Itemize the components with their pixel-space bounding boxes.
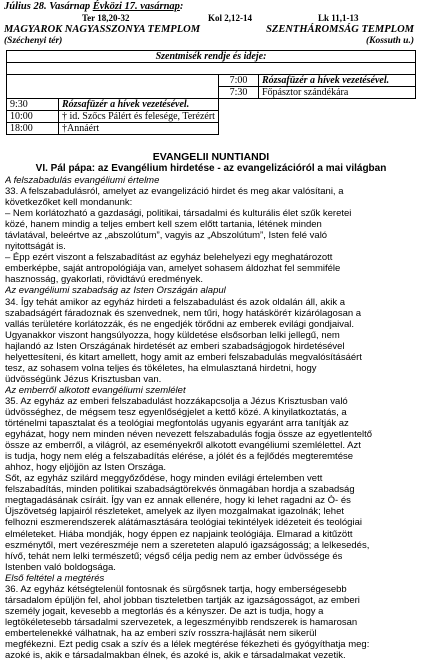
article-line: vallás területére korlátozzák, és ne engedjék törődni az emberek evilági gondjaival. [5, 318, 355, 330]
article-line: össze az emberről, a világról, az eseményekről alkotott evangéliumi szemlélettel. Azt [5, 440, 361, 452]
bulletin-date-line [4, 1, 183, 12]
readings-line [0, 13, 422, 24]
sunday-name: Évközi 17. vasárnap [92, 1, 180, 12]
left-text-1: Rózsafüzér a hívek vezetésével. [59, 99, 219, 111]
article-line: egyházat, hogy nem minden néven nevezett felszabadulás fogja össze az egyetlenteltő [5, 429, 373, 441]
schedule-spacer-row [7, 63, 416, 75]
article-line: emberképbe, saját antropológiája van, amelyet sohasem áldozhat fel semmiféle [5, 263, 341, 275]
right-time-2: 7:30 [218, 87, 258, 99]
article-line: üdvösségünk Jézus Krisztusban van. [5, 373, 162, 385]
article-line: üdvösséghez, de mégsem tesz egyenlőségjelet a kettő közé. A kinyilatkoztatás, a [5, 406, 347, 418]
article-line: 36. Az egyház kétségtelenül fontosnak és sürgősnek tartja, hogy emberségesebb [5, 583, 347, 595]
date-prefix: Július 28. Vasárnap [4, 1, 91, 12]
article-line: társadalom épüljön fel, ahol jobban tiszteletben tartják az igazságosságot, az emberi [5, 594, 360, 606]
article-line: megtagadásának csíráit. Így van ez annak ellenére, hogy ki lehet ragadni az Ó- és [5, 495, 351, 507]
article-line: közé, hanem mindig a teljes embert kell szem előtt tartania, létének minden [5, 219, 322, 231]
article-line: 35. Az egyház az emberi felszabadulást hozzákapcsolja a Jézus Krisztusban való [5, 395, 348, 407]
place-left: (Széchenyi tér) [4, 36, 63, 46]
first-reading: Ter 18,20-32 [82, 13, 130, 23]
left-time-1: 9:30 [7, 99, 59, 111]
article-line: – Épp ezért viszont a felszabadítást az egyház belehelyezi egy meghatározott [5, 252, 333, 264]
article-line: ahhoz, hogy eljöjjön az Isten Országa. [5, 462, 167, 474]
article-line: elméleteket. Hiába mondják, hogy éppen ez napjaink teológiája. Elmarad a kitűzött [5, 528, 353, 540]
article-line: történelmi tapasztalat és a teológiai megfontolás ugyanis egyaránt arra tanítják az [5, 418, 349, 430]
church-left: MAGYAROK NAGYASSZONYA TEMPLOM [4, 24, 201, 35]
article-line: Istenben való boldogsága. [5, 561, 116, 573]
article-line: távlatával, beleértve az „abszolútum”, vagyis az „Abszolútum”, Isten felé való [5, 230, 328, 242]
article-line: személy jogait, kevesebb a megtorlás és a kényszer. De azt is tudja, hogy a [5, 605, 324, 617]
article-line: 34. Így tehát amikor az egyház hirdeti a felszabadulást és azok oldalán áll, akik a [5, 296, 346, 308]
article-line: szabadságért fáradoznak és szenvednek, nem tűri, hogy hatásköréт kizárólagosan a [5, 307, 362, 319]
right-text-2: Főpásztor szándékára [258, 87, 415, 99]
schedule-title: Szentmisék rendje és ideje: [7, 51, 416, 63]
table-row [7, 87, 416, 99]
table-row [7, 99, 416, 111]
date-colon: : [179, 1, 184, 12]
article-line: legtökéletesebb társadalmi szervezetek, a legeszményibb rendszerek is hamarosan [5, 616, 358, 628]
article-line: felhozni eszmerendszerek alátámasztására teológiai tekintélyek idézeteit és teológiai [5, 517, 362, 529]
table-row [7, 111, 416, 123]
article-line: Sőt, az egyház szilárd meggyőződése, hogy minden evilági értelemben vett [5, 473, 323, 485]
article-line: megfékezni. Ezt pedig csak a szív és a lélek megtérése fékezheti és gyógyíthatja meg: [5, 638, 370, 650]
article-line: azoké is, akik e társadalmakban élnek, és azoké is, akik e társadalmakat vezetik. [5, 650, 346, 661]
right-time-1: 7:00 [218, 75, 258, 87]
article-line: is tudja, hogy nem elég a felszabadítás elérése, a jólét és a fejlődés megteremtése [5, 451, 354, 463]
left-time-3: 18:00 [7, 123, 59, 135]
section-heading: Az evangéliumi szabadság az Isten Országán alapul [5, 285, 226, 297]
article-line: hívő, tehát nem lelki természetű; végső célja pedig nem az ember üdvössége és [5, 550, 343, 562]
section-heading: Első feltétel a megtérés [5, 572, 105, 584]
article-line: helyettesíteni, és kitart amellett, hogy amit az emberi felszabadulás megvalósításáért [5, 351, 362, 363]
article-line: felszabadítás, minden politikai szabadságtörekvés önmagában hordja a szabadság [5, 484, 355, 496]
left-text-3: †Annáért [59, 123, 219, 135]
article-heading: EVANGELII NUNTIANDI [152, 151, 270, 163]
article-line: tesz, az sohasem volna teljes és tökéletes, ha elmulasztaná hirdetni, hogy [5, 362, 317, 374]
table-row [7, 123, 416, 135]
church-right: SZENTHÁROMSÁG TEMPLOM [266, 24, 414, 35]
article-line: – Nem korlátozható a gazdasági, politikai, társadalmi és kulturális élet szűk keretei [5, 208, 352, 220]
mass-schedule-table [6, 50, 416, 135]
article-subheading: VI. Pál pápa: az Evangélium hirdetése - az evangelizációról a mai világban [35, 163, 387, 174]
section-heading: Az emberről alkotott evangéliumi szemlélet [5, 384, 186, 396]
left-text-2: † id. Szőcs Pálért és felesége, Terézért [59, 111, 219, 123]
gospel-reading: Lk 11,1-13 [318, 13, 359, 23]
article-line: hajlandó az Isten Országának hirdetését az emberi szabadságjogok hirdetésével [5, 340, 345, 352]
right-text-1: Rózsafüzér a hívek vezetésével. [258, 75, 415, 87]
left-time-2: 10:00 [7, 111, 59, 123]
church-places [4, 36, 418, 48]
church-names [4, 24, 418, 36]
article-line: embertelenekké válhatnak, ha az emberi szív rosszra-hajlását nem sikerül [5, 627, 317, 639]
place-right: (Kossuth u.) [365, 36, 414, 46]
section-heading: A felszabadulás evangéliumi értelme [5, 175, 160, 186]
article-line: eszménytől, mert vezéreszméje nem a szereteten alapuló igazságosság; a lelkesedés, [5, 539, 370, 551]
article-line: Újszövetség lapjairól részleteket, amelyek az ilyen mozgalmakat igazolnák; lehet [5, 506, 344, 518]
article-line: 33. A felszabadulásról, amelyet az evangelizáció hirdet és meg akar valósítani, a [5, 186, 344, 198]
article-body [5, 175, 419, 661]
table-row [7, 75, 416, 87]
article-line: következőket kell mondanunk: [5, 197, 133, 209]
article-line: hasznosság, gyakorlati, rövidtávú eredmények. [5, 274, 204, 286]
article-line: nyitottságát is. [5, 241, 66, 253]
second-reading: Kol 2,12-14 [208, 13, 252, 23]
article-line: Ugyanakkor viszont hangsúlyozza, hogy küldetése elsősorban lelki jellegű, nem [5, 329, 340, 341]
